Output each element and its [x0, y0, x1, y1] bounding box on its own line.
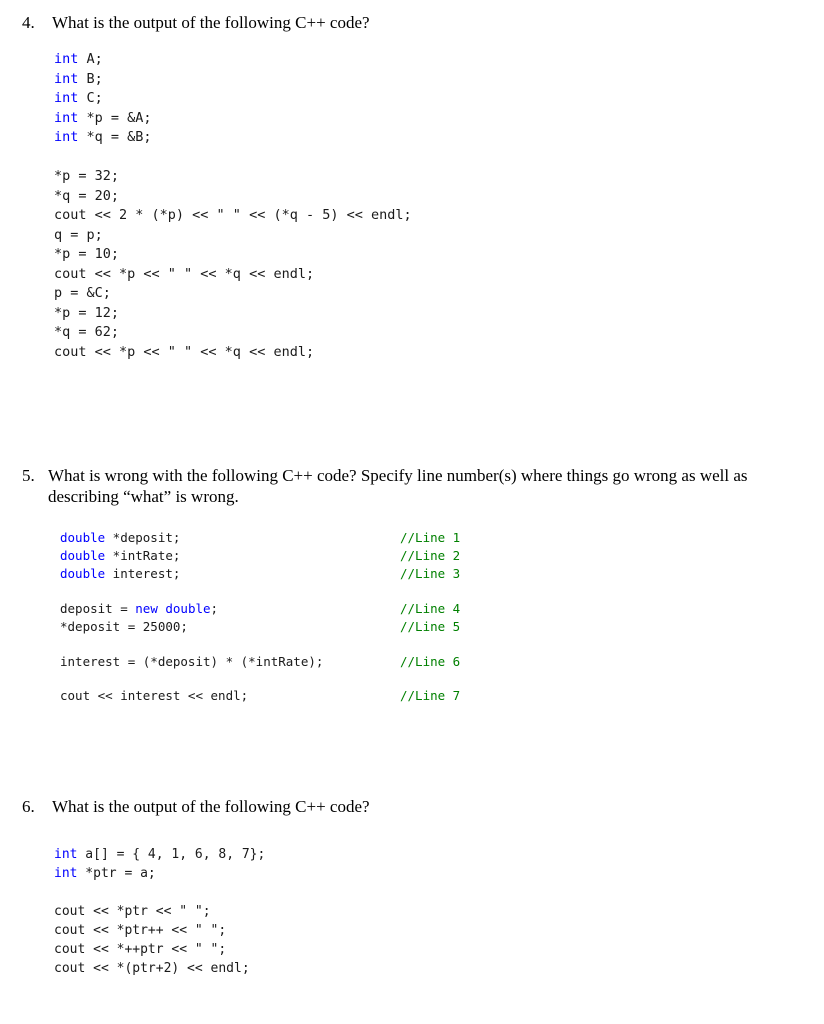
code-text: *intRate;: [105, 548, 181, 563]
code-line: [60, 566, 180, 581]
code-line: [54, 343, 412, 363]
code-text: *p = 32;: [54, 168, 120, 184]
code-line: [54, 128, 412, 148]
code-text: p = &C;: [54, 285, 111, 301]
code-text: *q = 20;: [54, 187, 120, 204]
code-line: [54, 940, 265, 959]
code-line: [60, 601, 218, 616]
question-text: What is the output of the following C++ code?: [52, 13, 370, 32]
code-line: [54, 883, 265, 902]
code-keyword: double: [60, 548, 106, 563]
code-line: interest = (*deposit) * (*intRate);: [60, 654, 324, 669]
code-line: [54, 109, 412, 129]
code-line: [54, 921, 265, 940]
question-5: [22, 465, 812, 509]
line-comment: //Line 2: [400, 548, 461, 563]
question-number: 4.: [22, 13, 35, 32]
code-text: cout << *++ptr << " ";: [54, 942, 227, 957]
code-line: [54, 323, 412, 343]
question-text-line-1: What is wrong with the following C++ code? Specify line number(s) where things go wrong as well as: [48, 466, 748, 485]
code-keyword: double: [60, 566, 106, 581]
code-keyword: int: [54, 109, 79, 126]
code-line: [54, 245, 412, 265]
code-text: B;: [78, 70, 103, 87]
code-text: *ptr = a;: [77, 866, 156, 881]
code-line: cout << interest << endl;: [60, 688, 249, 703]
code-text: cout << *p << " " << *q << endl;: [54, 343, 315, 360]
line-comment: //Line 7: [400, 688, 461, 703]
code-text: q = p;: [54, 226, 103, 243]
code-line: *deposit = 25000;: [60, 619, 188, 634]
code-text: *p = &A;: [78, 109, 152, 126]
code-text: *q = 62;: [54, 324, 120, 340]
code-block-q6: [54, 845, 265, 978]
code-line: [54, 206, 412, 226]
line-comment: //Line 3: [400, 566, 461, 581]
question-text: What is the output of the following C++ code?: [52, 797, 370, 816]
question-4: [22, 12, 802, 36]
code-text: C;: [78, 90, 103, 106]
code-text: interest;: [105, 566, 181, 581]
code-line: [54, 864, 265, 883]
question-text-line-2: describing “what” is wrong.: [48, 487, 239, 506]
code-line: [54, 148, 412, 168]
code-text: cout << 2 * (*p) << " " << (*q - 5) << endl;: [54, 207, 412, 223]
code-keyword: int: [54, 51, 79, 67]
code-text: *deposit;: [105, 530, 181, 545]
code-keyword: int: [54, 847, 78, 862]
code-line: [54, 70, 412, 90]
code-line: [54, 265, 412, 285]
question-number: 5.: [22, 466, 35, 485]
code-block-q5: [60, 530, 480, 710]
code-text: *p = 10;: [54, 246, 120, 262]
code-line: [54, 304, 412, 324]
code-line: [54, 845, 265, 864]
code-text: cout << *(ptr+2) << endl;: [54, 961, 250, 976]
code-text: cout << *ptr++ << " ";: [54, 923, 227, 938]
line-comment: //Line 4: [400, 601, 461, 616]
code-text: *p = 12;: [54, 304, 120, 321]
code-line: [54, 226, 412, 246]
code-text: a[] = { 4, 1, 6, 8, 7};: [77, 847, 266, 862]
code-keyword: double: [60, 530, 106, 545]
code-line: [54, 50, 412, 70]
line-comment: //Line 5: [400, 619, 461, 634]
code-keyword: int: [54, 90, 79, 106]
code-text: deposit =: [60, 601, 136, 616]
code-line: [54, 902, 265, 921]
code-line: [54, 284, 412, 304]
code-text: A;: [78, 51, 103, 67]
code-keyword: int: [54, 70, 79, 87]
code-line: [54, 959, 265, 978]
question-6: [22, 796, 802, 820]
code-keyword: int: [54, 866, 78, 881]
code-text: *q = &B;: [78, 129, 152, 145]
line-comment: //Line 6: [400, 654, 461, 669]
code-text: ;: [210, 601, 219, 616]
question-number: 6.: [22, 797, 35, 816]
code-text: cout << *p << " " << *q << endl;: [54, 265, 315, 282]
line-comment: //Line 1: [400, 530, 461, 545]
code-keyword: int: [54, 129, 79, 145]
code-line: [54, 167, 412, 187]
code-keyword: new double: [135, 601, 211, 616]
code-line: [54, 89, 412, 109]
code-block-q4: [54, 50, 412, 362]
code-text: cout << *ptr << " ";: [54, 904, 211, 919]
code-line: [60, 530, 180, 545]
code-line: [54, 187, 412, 207]
code-line: [60, 548, 180, 563]
